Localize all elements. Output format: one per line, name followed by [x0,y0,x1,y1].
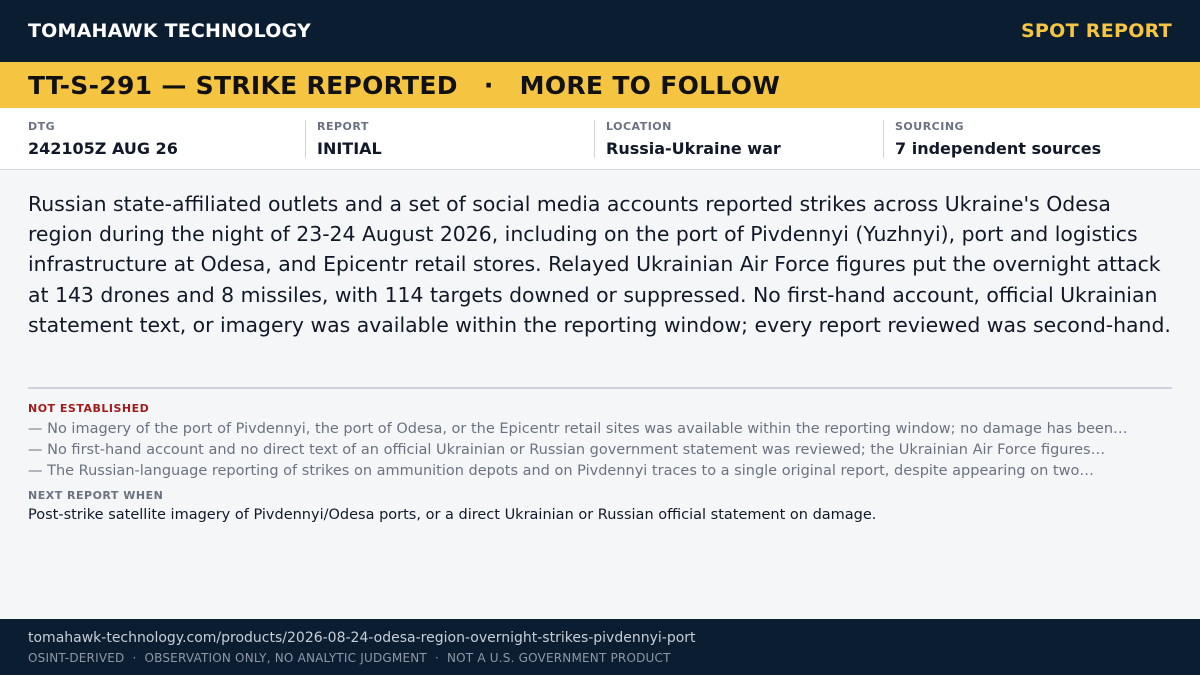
report-type-tag: SPOT REPORT [1020,20,1172,42]
next-report-label: NEXT REPORT WHEN [28,489,164,502]
meta-dtg [28,108,305,169]
report-id-status: TT-S-291 — STRIKE REPORTED [28,70,458,100]
footer-separator: · [132,651,137,665]
brand-name: TOMAHAWK TECHNOLOGY [28,20,311,42]
metadata-strip [0,108,1200,170]
meta-label: LOCATION [606,120,672,133]
not-established-label: NOT ESTABLISHED [28,402,150,415]
more-to-follow: MORE TO FOLLOW [519,70,781,100]
next-report-text: Post-strike satellite imagery of Pivdennyi/Odesa ports, or a direct Ukrainian or Russian official statement on damage. [28,507,877,523]
not-established-item: — No imagery of the port of Pivdennyi, the port of Odesa, or the Epicentr retail sites was available within the reporting window; no damage has been… [28,421,1128,437]
status-banner [0,62,1200,108]
meta-location [594,108,883,169]
meta-label: DTG [28,120,56,133]
meta-value: 7 independent sources [895,139,1102,158]
meta-label: SOURCING [895,120,965,133]
footer-note-not-gov: NOT A U.S. GOVERNMENT PRODUCT [446,651,671,665]
top-bar [0,0,1200,62]
meta-value: 242105Z AUG 26 [28,139,178,158]
meta-label: REPORT [317,120,369,133]
footer-url: tomahawk-technology.com/products/2026-08-24-odesa-region-overnight-strikes-pivdennyi-port [28,630,696,646]
meta-value: INITIAL [317,139,382,158]
not-established-item: — The Russian-language reporting of strikes on ammunition depots and on Pivdennyi traces to a single original report, despite appearing on two… [28,463,1094,479]
footer-note-osint: OSINT-DERIVED [28,651,125,665]
meta-value: Russia-Ukraine war [606,139,781,158]
section-divider [28,387,1172,389]
footer-separator: · [434,651,439,665]
report-summary: Russian state-affiliated outlets and a set of social media accounts reported strikes across Ukraine's Odesa region during the night of 23-24 August 2026, including on the port of Pivdennyi (Yuzhnyi), port and logistics infrastructure at Odesa, and Epicentr retail stores. Relayed Ukrainian Air Force figures put the overnight attack at 143 drones and 8 missiles, with 114 targets downed or suppressed. No first-hand account, official Ukrainian statement text, or imagery was available within the reporting window; every report reviewed was second-hand. [28,192,1171,337]
footer [0,619,1200,675]
meta-report [305,108,594,169]
not-established-item: — No first-hand account and no direct text of an official Ukrainian or Russian government statement was reviewed; the Ukrainian Air Force figures… [28,442,1106,458]
not-established-list [28,419,1172,482]
footer-notes [28,651,1172,665]
banner-separator: · [483,70,494,100]
footer-note-observation: OBSERVATION ONLY, NO ANALYTIC JUDGMENT [144,651,427,665]
meta-sourcing [883,108,1172,169]
